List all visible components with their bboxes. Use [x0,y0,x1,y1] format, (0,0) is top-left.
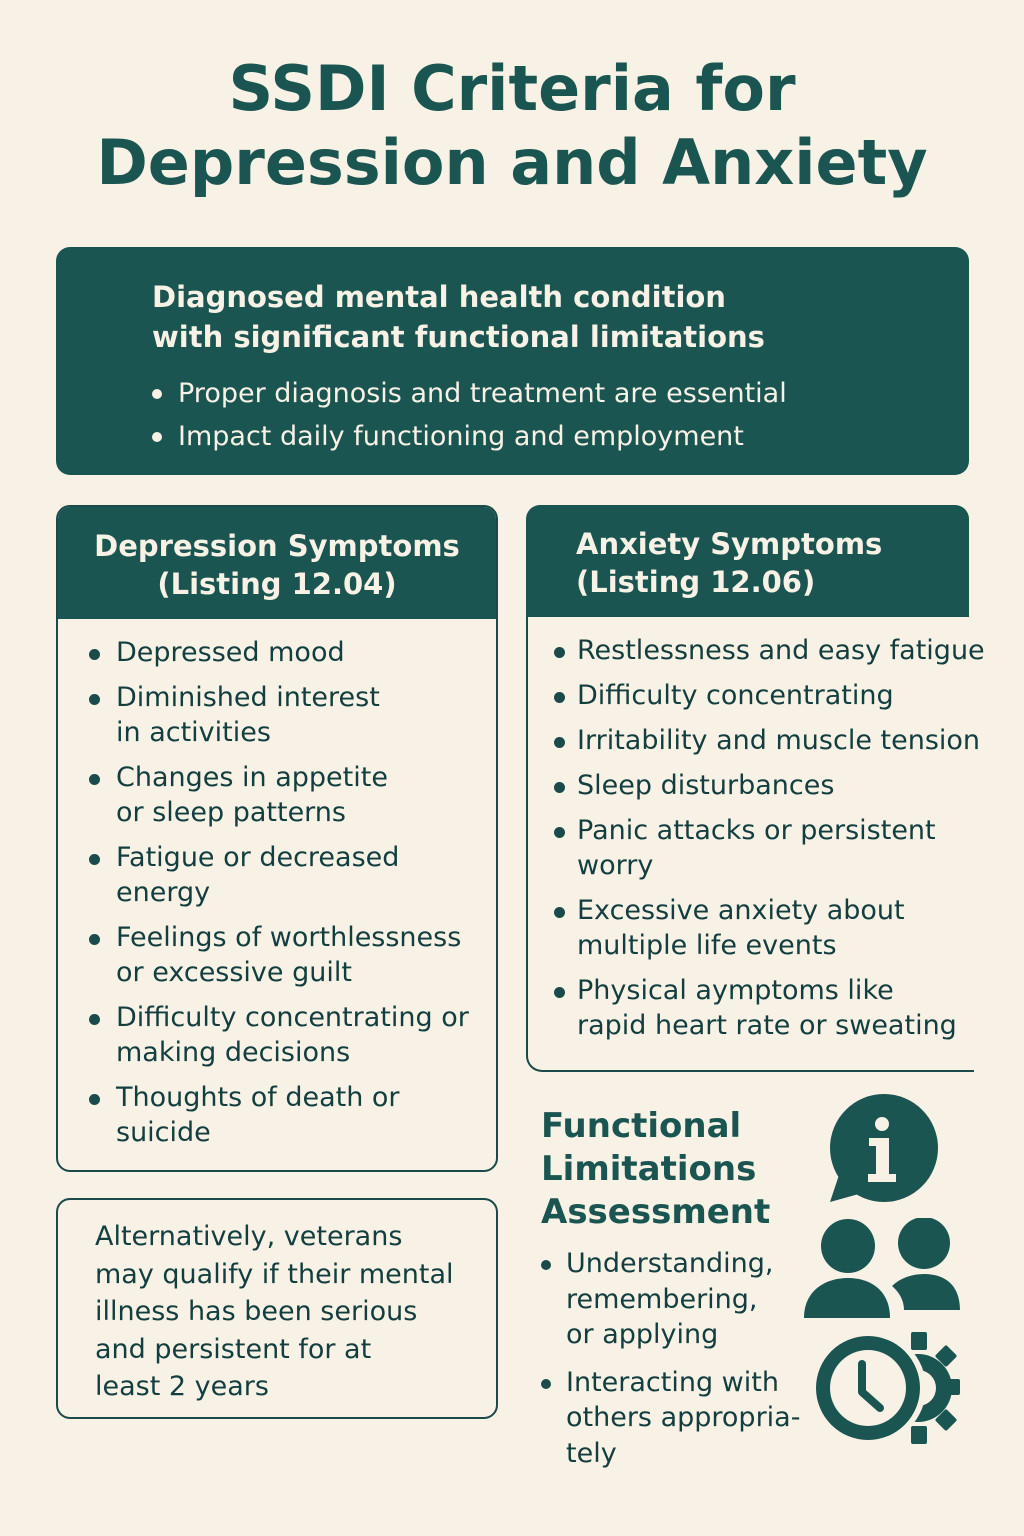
criteria-summary-box [56,247,969,475]
symptom-item: Physical aymptoms like rapid heart rate or sweating [528,973,974,1043]
info-speech-bubble-icon [826,1094,940,1206]
symptom-item: Depressed mood [58,635,496,670]
depression-symptom-list [58,619,496,1150]
symptom-item: Fatigue or decreased energy [58,840,496,910]
symptom-item: Sleep disturbances [528,768,974,803]
functional-limitations-section [541,1105,801,1483]
anxiety-card-body [526,617,985,1072]
functional-limitations-list [541,1246,801,1471]
depression-listing: (Listing 12.04) [157,567,397,601]
anxiety-card-header [526,505,969,617]
limitation-item: Interacting with others appropria- tely [541,1365,801,1472]
anxiety-title: Anxiety Symptoms [576,527,883,561]
symptom-item: Difficulty concentrating [528,678,974,713]
depression-card-header [58,507,496,619]
symptom-item: Irritability and muscle tension [528,723,974,758]
title-line-1: SSDI Criteria for [228,52,796,125]
depression-symptoms-card [56,505,498,1172]
veterans-alternative-note: Alternatively, veterans may qualify if their mental illness has been serious and persistent for at least 2 years [56,1198,498,1419]
symptom-item: Restlessness and easy fatigue [528,633,974,668]
limitation-item: Understanding, remembering, or applying [541,1246,801,1353]
criteria-bullet: Proper diagnosis and treatment are essential [152,372,969,415]
symptom-item: Difficulty concentrating or making decisions [58,1000,496,1070]
criteria-bullet-list [152,372,969,458]
anxiety-symptoms-card [526,505,985,1072]
symptom-item: Excessive anxiety about multiple life events [528,893,974,963]
anxiety-symptom-list [528,617,985,1043]
criteria-heading-line-2: with significant functional limitations [152,320,765,354]
criteria-heading [152,277,969,357]
symptom-item: Diminished interest in activities [58,680,496,750]
symptom-item: Thoughts of death or suicide [58,1080,496,1150]
depression-title: Depression Symptoms [94,529,460,563]
title-line-2: Depression and Anxiety [96,126,928,199]
functional-limitations-title: Functional Limitations Assessment [541,1106,771,1232]
clock-gear-icon [814,1332,962,1444]
criteria-heading-line-1: Diagnosed mental health condition [152,280,726,314]
symptom-item: Panic attacks or persistent worry [528,813,974,883]
anxiety-listing: (Listing 12.06) [576,565,816,599]
symptom-item: Feelings of worthlessness or excessive guilt [58,920,496,990]
page-title [0,52,1024,200]
symptom-item: Changes in appetite or sleep patterns [58,760,496,830]
criteria-bullet: Impact daily functioning and employment [152,415,969,458]
people-icon [804,1218,964,1318]
